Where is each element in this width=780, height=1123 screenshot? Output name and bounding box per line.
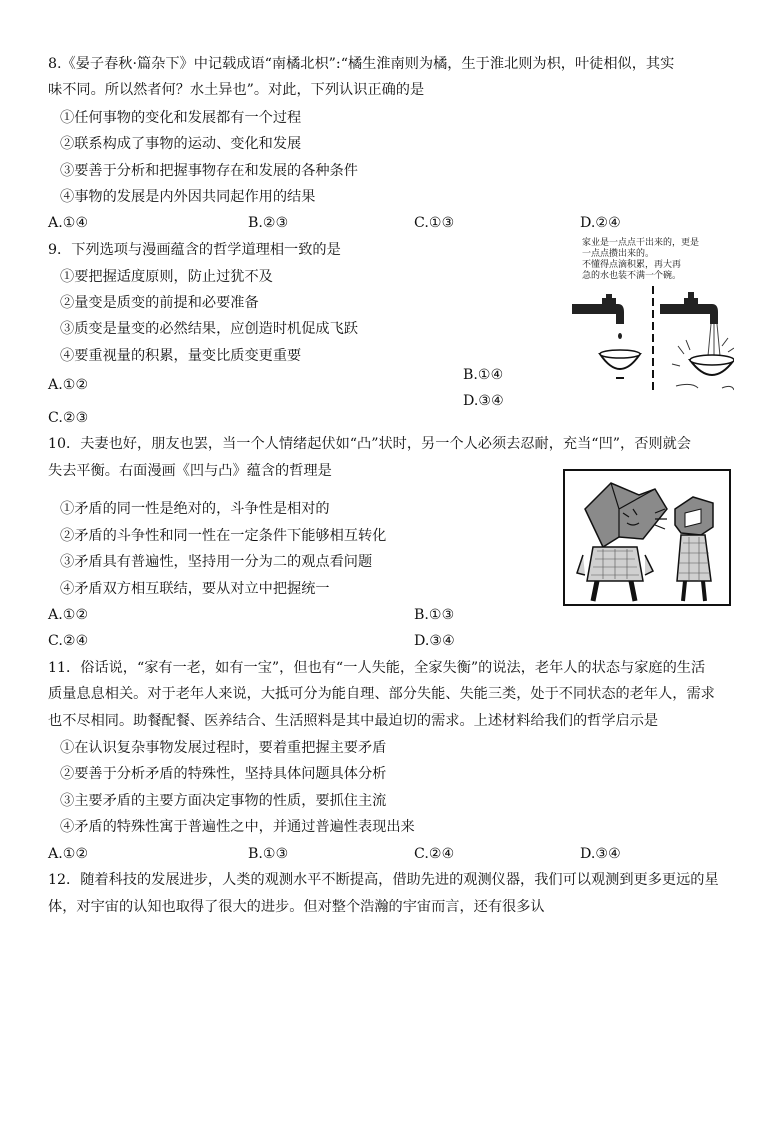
q12-stem-line2: 体，对宇宙的认知也取得了很大的进步。但对整个浩瀚的宇宙而言，还有很多认: [48, 899, 545, 915]
q11-item: ④矛盾的特殊性寓于普遍性之中，并通过普遍性表现出来: [60, 819, 415, 835]
q8-item: ③要善于分析和把握事物存在和发展的各种条件: [60, 163, 358, 179]
q11-stem-line1: 11．俗话说，“家有一老，如有一宝”，但也有“一人失能，全家失衡”的说法，老年人的状态与家庭的生活: [48, 660, 706, 676]
q8-choice-d[interactable]: D.②④: [580, 215, 621, 231]
q8-choice-b[interactable]: B.②③: [248, 215, 289, 231]
q9-item: ①要把握适度原则，防止过犹不及: [60, 269, 273, 285]
cartoon-caption-line: 不懂得点滴积累，再大再: [582, 260, 682, 270]
cartoon-caption-line: 急的水也装不满一个碗。: [582, 271, 682, 281]
q10-choice-c[interactable]: C.②④: [48, 633, 89, 649]
q10-item: ①矛盾的同一性是绝对的，斗争性是相对的: [60, 501, 330, 517]
q10-item: ④矛盾双方相互联结，要从对立中把握统一: [60, 581, 330, 597]
q9-choice-d[interactable]: D.③④: [463, 393, 504, 409]
q11-choice-c[interactable]: C.②④: [414, 846, 455, 862]
q9-item: ②量变是质变的前提和必要准备: [60, 295, 259, 311]
q11-stem-line3: 也不尽相同。助餐配餐、医养结合、生活照料是其中最迫切的需求。上述材料给我们的哲学启示是: [48, 713, 659, 729]
concave-convex-illustration: [563, 469, 731, 606]
q10-item: ②矛盾的斗争性和同一性在一定条件下能够相互转化: [60, 528, 387, 544]
concave-convex-cartoon: [563, 469, 731, 606]
q8-item: ①任何事物的变化和发展都有一个过程: [60, 110, 302, 126]
q10-stem-line2: 失去平衡。右面漫画《凹与凸》蕴含的哲理是: [48, 463, 332, 479]
q8-item: ④事物的发展是内外因共同起作用的结果: [60, 189, 316, 205]
faucet-illustration: [572, 236, 734, 398]
q11-item: ②要善于分析矛盾的特殊性，坚持具体问题具体分析: [60, 766, 387, 782]
q9-choice-a[interactable]: A.①②: [48, 377, 89, 393]
q12-stem-line1: 12．随着科技的发展进步，人类的观测水平不断提高，借助先进的观测仪器，我们可以观测到更多更远的星: [48, 872, 719, 888]
faucet-cartoon: [572, 236, 734, 398]
cartoon-caption-line: 家业是一点点干出来的，更是: [582, 238, 700, 248]
q11-stem-line2: 质量息息相关。对于老年人来说，大抵可分为能自理、部分失能、失能三类，处于不同状态的老年人，需求: [48, 686, 715, 702]
q11-item: ①在认识复杂事物发展过程时，要着重把握主要矛盾: [60, 740, 387, 756]
q11-item: ③主要矛盾的主要方面决定事物的性质，要抓住主流: [60, 793, 387, 809]
q10-stem-line1: 10．夫妻也好，朋友也罢，当一个人情绪起伏如“凸”状时，另一个人必须去忍耐，充当“凹”，否则就会: [48, 436, 691, 452]
q9-choice-b[interactable]: B.①④: [463, 367, 504, 383]
q10-choice-a[interactable]: A.①②: [48, 607, 89, 623]
q9-choice-c[interactable]: C.②③: [48, 410, 89, 426]
q10-choice-b[interactable]: B.①③: [414, 607, 455, 623]
q11-choice-b[interactable]: B.①③: [248, 846, 289, 862]
q9-stem: 9．下列选项与漫画蕴含的哲学道理相一致的是: [48, 242, 341, 258]
q8-stem-line1: 8.《晏子春秋·篇杂下》中记载成语“南橘北枳”:“橘生淮南则为橘，生于淮北则为枳，叶徒相似，其实: [48, 56, 675, 72]
q11-choice-d[interactable]: D.③④: [580, 846, 621, 862]
q8-choice-c[interactable]: C.①③: [414, 215, 455, 231]
cartoon-caption-line: 一点点攒出来的。: [582, 249, 655, 259]
q9-item: ③质变是量变的必然结果，应创造时机促成飞跃: [60, 321, 358, 337]
q10-choice-d[interactable]: D.③④: [414, 633, 455, 649]
q8-choice-a[interactable]: A.①④: [48, 215, 89, 231]
q11-choice-a[interactable]: A.①②: [48, 846, 89, 862]
q8-stem-line2: 味不同。所以然者何？水土异也”。对此，下列认识正确的是: [48, 82, 425, 98]
q8-item: ②联系构成了事物的运动、变化和发展: [60, 136, 302, 152]
q10-item: ③矛盾具有普遍性，坚持用一分为二的观点看问题: [60, 554, 373, 570]
q9-item: ④要重视量的积累，量变比质变更重要: [60, 348, 302, 364]
